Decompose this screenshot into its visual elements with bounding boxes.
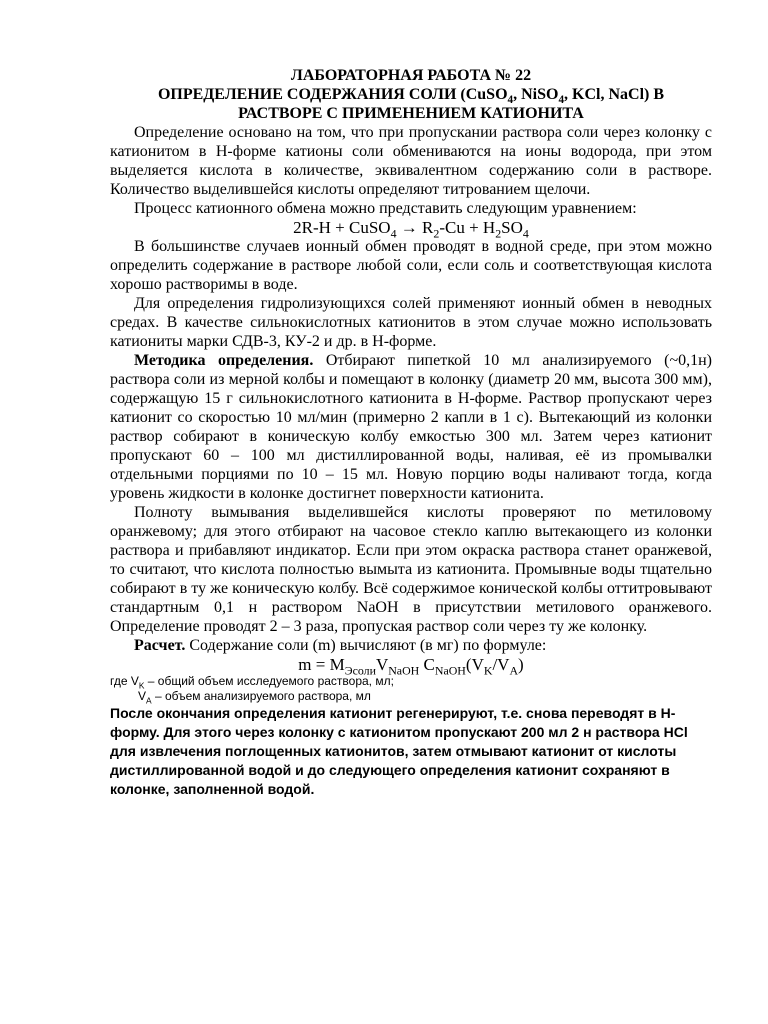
subscript: 2 <box>433 226 440 241</box>
formula-notes <box>110 674 712 704</box>
subscript: 4 <box>558 94 565 107</box>
note-part: – объем анализируемого раствора, мл <box>151 689 371 703</box>
formula-part: V <box>375 655 389 674</box>
paragraph-aqueous: В большинстве случаев ионный обмен проводят в водной среде, при этом можно определить содержание в растворе любой соли, если соль и соответствующая кислота хорошо растворимы в воде. <box>110 238 712 293</box>
equation-part: SO <box>501 218 523 237</box>
exchange-equation <box>110 218 712 241</box>
paragraph-nonaqueous: Для определения гидролизующихся солей применяют ионный обмен в неводных средах. В качестве сильнокислотных катионитов в этом случае можно использовать катиониты марки СДВ-3, КУ-2 и др. в Н-форме. <box>110 295 712 350</box>
subscript: K <box>483 663 493 678</box>
paragraph-method <box>110 351 712 503</box>
formula-part: (V <box>465 655 484 674</box>
paragraph-exchange-intro: Процесс катионного обмена можно представить следующим уравнением: <box>134 200 637 217</box>
method-text: Отбирают пипеткой 10 мл анализируемого (~0,1н) раствора соли из мерной колбы и помещают в колонку (диаметр 20 мм, высота 300 мм), содержащую 15 г сильнокислотного катионита в Н-форме. Раствор пропускают через катионит со скоростью 10 мл/мин (примерно 2 капли в 1 с). Вытекающий из колонки раствор собирают в коническую колбу емкостью 300 мл. Затем через катионит пропускают 60 – 100 мл дистиллированной воды, наливая, её из промывалки отдельными порциями по 10 – 15 мл. Новую порцию воды наливают тогда, когда уровень жидкости в колонке достигнет поверхности катионита. <box>110 352 712 502</box>
paragraph-calculation <box>110 636 712 655</box>
document-page <box>110 66 712 799</box>
method-heading: Методика определения. <box>134 352 314 369</box>
formula-part: /V <box>492 655 510 674</box>
title-part: , NiSO <box>513 86 559 103</box>
equation-part: → R <box>396 218 434 237</box>
title-part: ОПРЕДЕЛЕНИЕ СОДЕРЖАНИЯ СОЛИ (CuSO <box>157 86 508 103</box>
subscript: A <box>509 663 519 678</box>
title-line-1: ЛАБОРАТОРНАЯ РАБОТА № 22 <box>290 67 532 84</box>
subscript: NaOH <box>388 663 420 678</box>
note-part: – общий объем исследуемого раствора, мл; <box>144 674 394 688</box>
paragraph-regeneration: После окончания определения катионит регенерируют, т.е. снова переводят в Н-форму. Для этого через колонку с катионитом пропускают 200 мл 2 н раствора HCl для извлечения поглощенных катионитов, затем отмывают катионит от кислоты дистиллированной водой и до следующего определения катионит сохраняют в колонке, заполненной водой. <box>110 705 688 797</box>
subscript: 4 <box>507 94 514 107</box>
paragraph-principle: Определение основано на том, что при пропускании раствора соли через колонку с катионитом в Н-форме катионы соли обмениваются на ионы водорода, при этом выделяется кислота в количестве, эквивалентном содержанию соли в растворе. Количество выделившейся кислоты определяют титрованием щелочи. <box>110 124 712 198</box>
lab-work-title <box>110 66 712 85</box>
equation-part: -Cu + H <box>439 218 496 237</box>
subscript: K <box>138 680 145 691</box>
note-part: где V <box>110 674 139 688</box>
work-subject-title <box>110 85 712 123</box>
subscript: A <box>146 695 152 706</box>
title-part: РАСТВОРЕ С ПРИМЕНЕНИЕМ КАТИОНИТА <box>238 105 584 122</box>
subscript: Эсоли <box>344 663 376 678</box>
subscript: NaOH <box>434 663 466 678</box>
subscript: 2 <box>495 226 502 241</box>
calculation-text: Содержание соли (m) вычисляют (в мг) по формуле: <box>185 637 547 654</box>
paragraph-completeness: Полноту вымывания выделившейся кислоты проверяют по метиловому оранжевому; для этого отбирают на часовое стекло каплю вытекающего из колонки раствора и прибавляют индикатор. Если при этом окраска раствора станет оранжевой, то считают, что кислота полностью вымыта из катионита. Промывные воды тщательно собирают в ту же коническую колбу. Всё содержимое конической колбы оттитровывают стандартным 0,1 н раствором NaOH в присутствии метилового оранжевого. Определение проводят 2 – 3 раза, пропуская раствор соли через ту же колонку. <box>110 504 712 635</box>
subscript: 4 <box>390 226 397 241</box>
title-part: , KCl, NaCl) В <box>564 86 665 103</box>
formula-part: C <box>419 655 435 674</box>
subscript: 4 <box>522 226 529 241</box>
equation-part: 2R-H + CuSO <box>293 218 391 237</box>
calculation-heading: Расчет. <box>134 637 186 654</box>
note-part: V <box>138 689 147 703</box>
formula-part: ) <box>518 655 524 674</box>
formula-part: m = M <box>298 655 345 674</box>
mass-formula <box>110 655 712 678</box>
note-va <box>110 689 712 704</box>
